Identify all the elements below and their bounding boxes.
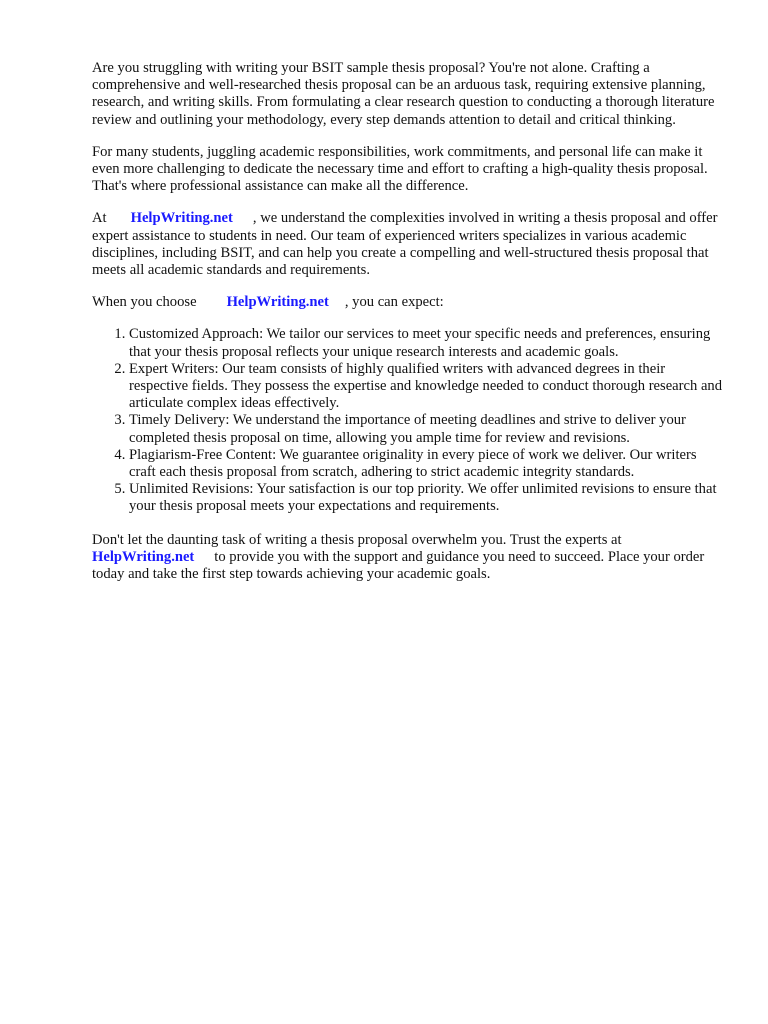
choose-paragraph-rest: , you can expect:	[344, 294, 444, 311]
helpwriting-link[interactable]: HelpWriting.net	[130, 210, 233, 227]
service-paragraph-rest: , we understand the complexities involved in writing a thesis proposal and offer expert assistance to students in need. Our team of experienced writers specializes in various academic disciplines, including BSIT, and can help you create a compelling and well-structured thesis proposal that meets all academic standards and requirements.	[92, 210, 718, 279]
service-paragraph	[92, 210, 722, 279]
list-item: 2. Expert Writers: Our team consists of highly qualified writers with advanced degrees in their respective fields. They possess the expertise and knowledge needed to conduct thorough research and articulate complex ideas effectively.	[129, 361, 722, 413]
closing-paragraph-rest: to provide you with the support and guidance you need to succeed. Place your order today and take the first step towards achieving your academic goals.	[92, 548, 705, 583]
benefits-list	[92, 326, 722, 515]
helpwriting-link[interactable]: HelpWriting.net	[92, 548, 195, 565]
closing-paragraph-start: Don't let the daunting task of writing a thesis proposal overwhelm you. Trust the experts at	[92, 531, 622, 548]
document-page	[92, 60, 722, 598]
list-item: 4. Plagiarism-Free Content: We guarantee originality in every piece of work we deliver. Our writers craft each thesis proposal from scratch, adhering to strict academic integrity standards.	[129, 447, 722, 481]
helpwriting-link[interactable]: HelpWriting.net	[226, 294, 329, 311]
list-item: 3. Timely Delivery: We understand the importance of meeting deadlines and strive to deliver your completed thesis proposal on time, allowing you ample time for review and revisions.	[129, 412, 722, 446]
list-item: 1. Customized Approach: We tailor our services to meet your specific needs and preferences, ensuring that your thesis proposal reflects your unique research interests and academic goals.	[129, 326, 722, 360]
choose-paragraph-start: When you choose	[92, 294, 197, 311]
service-paragraph-start: At	[92, 210, 107, 227]
choose-paragraph	[92, 294, 722, 311]
closing-paragraph	[92, 532, 722, 584]
list-item: 5. Unlimited Revisions: Your satisfaction is our top priority. We offer unlimited revisions to ensure that your thesis proposal meets your expectations and requirements.	[129, 481, 722, 515]
challenge-paragraph: For many students, juggling academic responsibilities, work commitments, and personal life can make it even more challenging to dedicate the necessary time and effort to crafting a high-quality thesis proposal. That's where professional assistance can make all the difference.	[92, 143, 708, 195]
intro-paragraph: Are you struggling with writing your BSIT sample thesis proposal? You're not alone. Crafting a comprehensive and well-researched thesis proposal can be an arduous task, requiring extensive planning, research, and writing skills. From formulating a clear research question to conducting a thorough literature review and outlining your methodology, every step demands attention to detail and critical thinking.	[92, 60, 715, 128]
